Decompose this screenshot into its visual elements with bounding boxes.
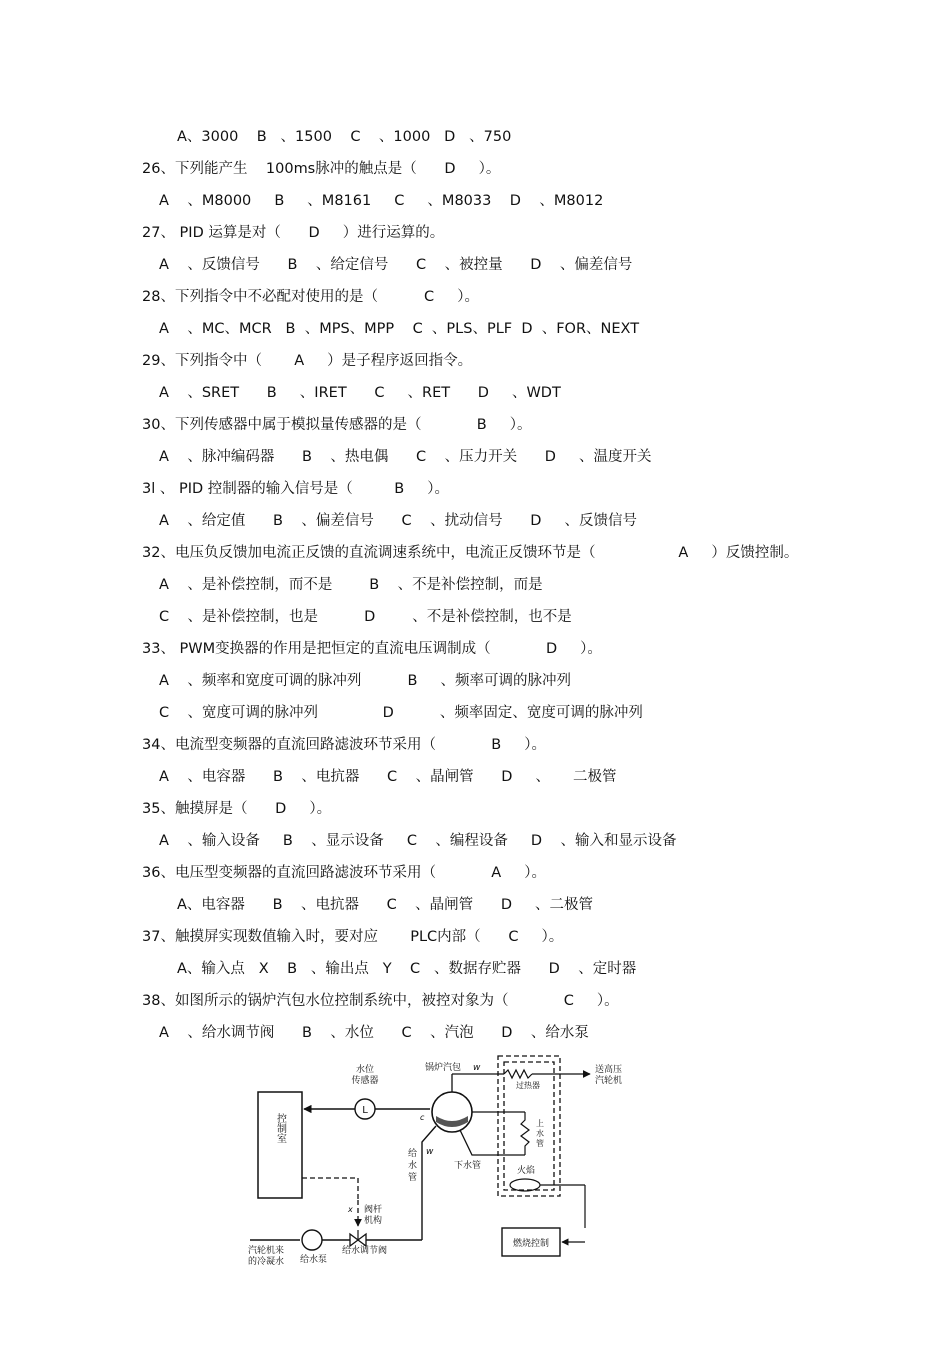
feedwater-label-2: 水 (408, 1161, 418, 1171)
ws-label: w (473, 1063, 481, 1073)
level-sensor-label-2: 传感器 (351, 1076, 379, 1086)
source-label-2: 的冷凝水 (248, 1257, 285, 1267)
lever-label-1: 阀杆 (364, 1205, 383, 1215)
boiler-level-control-diagram (240, 1050, 660, 1280)
control-room-label: 控制室 (274, 1113, 286, 1143)
option-line-36: A、电容器 B 、电抗器 C 、晶闸管 D 、二极管 (177, 897, 594, 913)
question-30: 30、下列传感器中属于模拟量传感器的是（ B ）。 (142, 417, 532, 433)
riser-coil-icon (521, 1112, 529, 1155)
x-label: x (348, 1205, 353, 1214)
level-sensor-symbol: L (362, 1105, 368, 1116)
question-35: 35、触摸屏是（ D ）。 (142, 801, 332, 817)
superheater-coil-icon (504, 1070, 532, 1078)
option-line-27: A 、反馈信号 B 、给定信号 C 、被控量 D 、偏差信号 (159, 257, 633, 273)
valve-label: 给水调节阀 (342, 1246, 388, 1256)
question-34: 34、电流型变频器的直流回路滤波环节采用（ B ）。 (142, 737, 547, 753)
feedwater-label-1: 给 (408, 1149, 418, 1159)
question-33: 33、 PWM变换器的作用是把恒定的直流电压调制成（ D ）。 (142, 641, 602, 657)
control-signal-line (302, 1178, 358, 1200)
riser-label-3: 管 (536, 1139, 544, 1148)
riser-label-2: 水 (536, 1129, 544, 1138)
option-line-35: A 、输入设备 B 、显示设备 C 、编程设备 D 、输入和显示设备 (159, 833, 677, 849)
drum-label: 锅炉汽包 (425, 1063, 462, 1073)
option-line-34: A 、电容器 B 、电抗器 C 、晶闸管 D 、 二极管 (159, 769, 617, 785)
option-line-25: A、3000 B 、1500 C 、1000 D 、750 (177, 129, 512, 145)
riser-label-1: 上 (536, 1119, 544, 1128)
option-line-30: A 、脉冲编码器 B 、热电偶 C 、压力开关 D 、温度开关 (159, 449, 652, 465)
source-label-1: 汽轮机来 (248, 1246, 285, 1256)
option-line-28: A 、MC、MCR B 、MPS、MPP C 、PLS、PLF D 、FOR、NEXT (159, 321, 640, 337)
feedwater-label-3: 管 (408, 1173, 418, 1183)
lever-label-2: 机构 (364, 1216, 383, 1226)
downcomer-label: 下水管 (454, 1161, 482, 1171)
option-line-33a: A 、频率和宽度可调的脉冲列 B 、频率可调的脉冲列 (159, 673, 571, 689)
fuel-control-label: 燃烧控制 (512, 1239, 550, 1249)
control-room-box (258, 1092, 302, 1198)
to-turbine-label-1: 送高压 (595, 1065, 623, 1075)
question-28: 28、下列指令中不必配对使用的是（ C ）。 (142, 289, 479, 305)
flame-icon (510, 1179, 540, 1191)
option-line-26: A 、M8000 B 、M8161 C 、M8033 D 、M8012 (159, 193, 604, 209)
feedwater-pipe-line (422, 1126, 436, 1240)
question-31: 3l 、 PID 控制器的输入信号是（ B ）。 (142, 481, 449, 497)
downcomer-line (460, 1130, 525, 1155)
question-26: 26、下列能产生 100ms脉冲的触点是（ D ）。 (142, 161, 501, 177)
pump-label: 给水泵 (300, 1255, 328, 1265)
question-38: 38、如图所示的锅炉汽包水位控制系统中，被控对象为（ C ）。 (142, 993, 619, 1009)
superheater-label: 过热器 (516, 1081, 540, 1090)
option-line-33b: C 、宽度可调的脉冲列 D 、频率固定、宽度可调的脉冲列 (159, 705, 643, 721)
option-line-32b: C 、是补偿控制，也是 D 、不是补偿控制，也不是 (159, 609, 572, 625)
option-line-38: A 、给水调节阀 B 、水位 C 、汽泡 D 、给水泵 (159, 1025, 589, 1041)
c-label: c (420, 1113, 425, 1122)
question-36: 36、电压型变频器的直流回路滤波环节采用（ A ）。 (142, 865, 546, 881)
question-32: 32、电压负反馈加电流正反馈的直流调速系统中，电流正反馈环节是（ A ）反馈控制。 (142, 545, 799, 561)
option-line-31: A 、给定值 B 、偏差信号 C 、扰动信号 D 、反馈信号 (159, 513, 637, 529)
question-29: 29、下列指令中（ A ）是子程序返回指令。 (142, 353, 473, 369)
question-37: 37、触摸屏实现数值输入时，要对应 PLC内部（ C ）。 (142, 929, 564, 945)
option-line-37: A、输入点 X B 、输出点 Y C 、数据存贮器 D 、定时器 (177, 961, 637, 977)
wf-label: w (426, 1147, 434, 1157)
feed-pump-icon (302, 1230, 322, 1250)
option-line-32a: A 、是补偿控制，而不是 B 、不是补偿控制，而是 (159, 577, 543, 593)
question-27: 27、 PID 运算是对（ D ）进行运算的。 (142, 225, 445, 241)
to-turbine-label-2: 汽轮机 (595, 1076, 623, 1086)
drum-water-icon (436, 1116, 468, 1127)
option-line-29: A 、SRET B 、IRET C 、RET D 、WDT (159, 385, 561, 401)
level-sensor-label-1: 水位 (355, 1065, 375, 1075)
flame-label: 火焰 (517, 1166, 536, 1176)
